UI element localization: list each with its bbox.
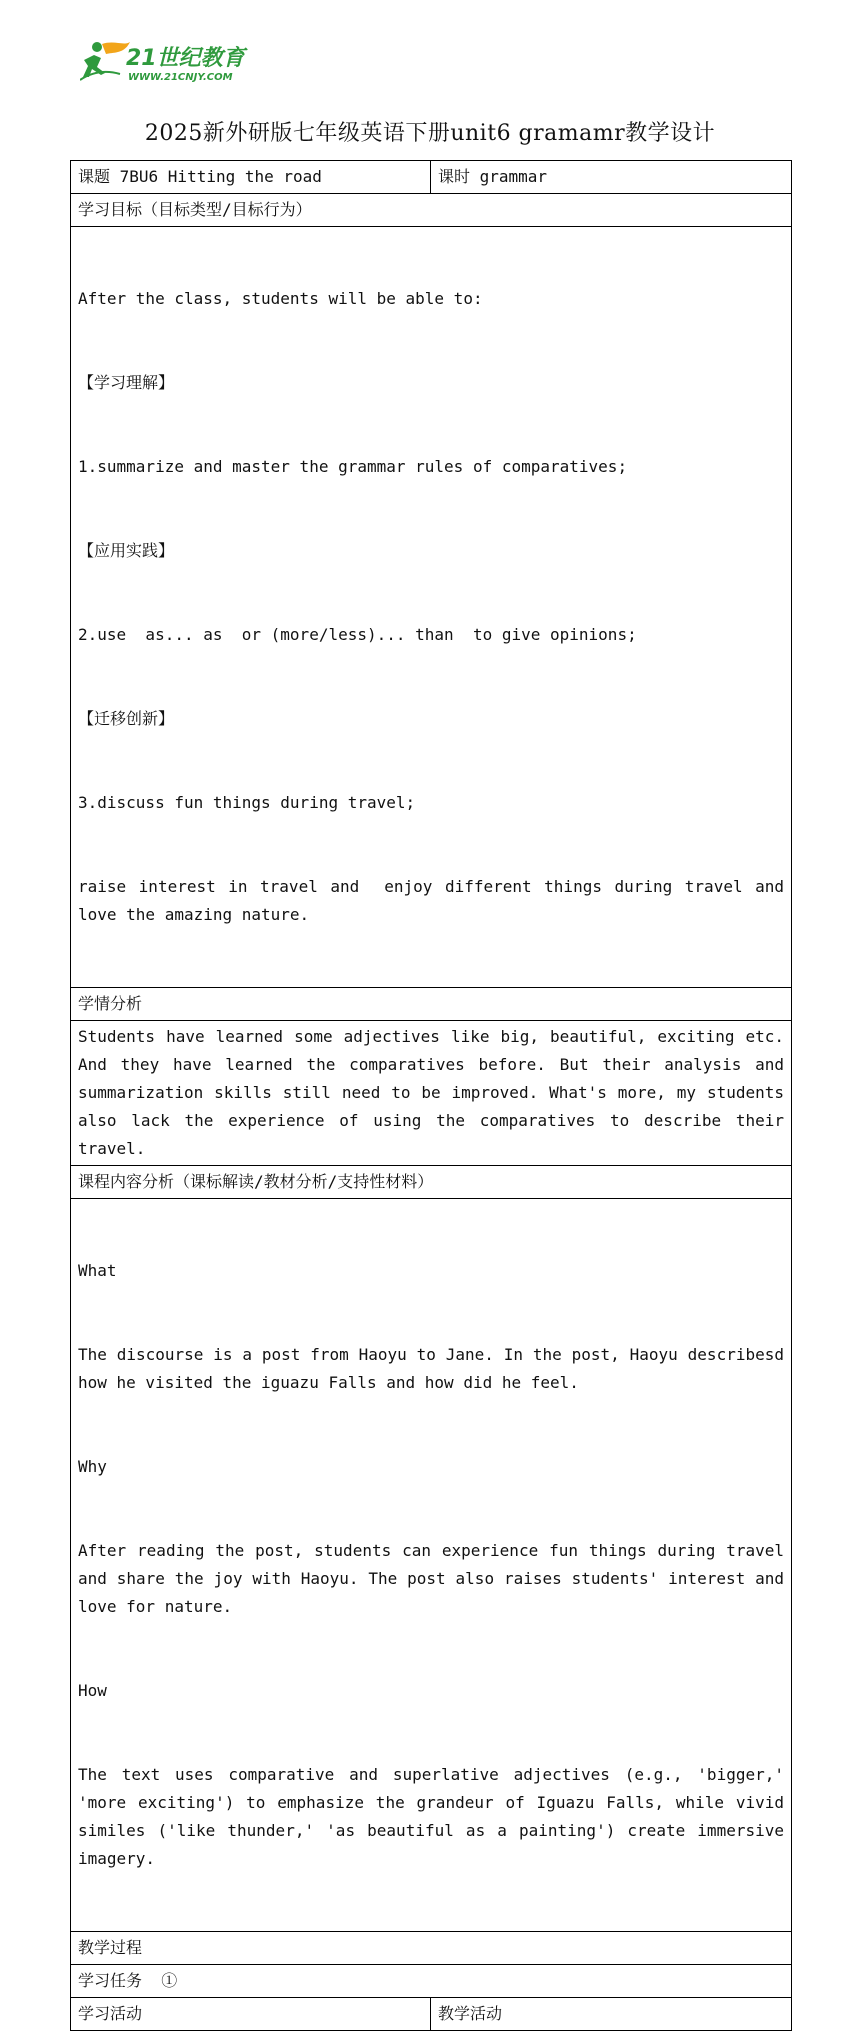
21cnjy-logo xyxy=(80,40,250,84)
learning-activity-header: 学习活动 xyxy=(71,1998,431,2031)
process-heading: 教学过程 xyxy=(71,1932,792,1965)
task-label: 学习任务 ① xyxy=(71,1965,792,1998)
objective-line: 【迁移创新】 xyxy=(78,709,175,728)
how-text: The text uses comparative and superlative adjectives (e.g., 'bigger,' 'more exciting') to emphasize the grandeur of Iguazu Falls, while vivid similes ('like thunder,' 'as beautiful as a painting') create immersive imagery. xyxy=(78,1765,794,1868)
analysis-body: Students have learned some adjectives like big, beautiful, exciting etc. And they have learned the comparatives before. But their analysis and summarization skills still need to be improved. What's more, my students also lack the experience of using the comparatives to describe their travel. xyxy=(71,1021,792,1166)
why-label: Why xyxy=(78,1457,107,1476)
task-row xyxy=(71,1965,792,1998)
objective-line: 3.discuss fun things during travel; xyxy=(78,793,416,812)
analysis-heading: 学情分析 xyxy=(71,988,792,1021)
teaching-activity-header: 教学活动 xyxy=(431,1998,792,2031)
why-text: After reading the post, students can experience fun things during travel and share the joy with Haoyu. The post also raises students' interest and love for nature. xyxy=(78,1541,794,1616)
lesson-info-row xyxy=(71,161,792,194)
process-heading-row xyxy=(71,1932,792,1965)
logo-subtext: WWW.21CNJY.COM xyxy=(128,72,233,83)
content-body xyxy=(71,1199,792,1932)
objective-line: After the class, students will be able to: xyxy=(78,289,483,308)
runner-icon xyxy=(80,42,130,80)
how-label: How xyxy=(78,1681,107,1700)
objectives-heading-row xyxy=(71,194,792,227)
lesson-period-cell: 课时 grammar xyxy=(431,161,792,194)
content-body-row xyxy=(71,1199,792,1932)
objective-line: 【应用实践】 xyxy=(78,541,175,560)
lesson-plan-table xyxy=(70,160,792,2031)
analysis-heading-row xyxy=(71,988,792,1021)
objective-line: 【学习理解】 xyxy=(78,373,175,392)
content-heading-row xyxy=(71,1166,792,1199)
what-text: The discourse is a post from Haoyu to Jane. In the post, Haoyu describesd how he visited the iguazu Falls and how did he feel. xyxy=(78,1345,794,1392)
what-label: What xyxy=(78,1261,117,1280)
document-title: 2025新外研版七年级英语下册unit6 gramamr教学设计 xyxy=(144,121,716,146)
activity-header-row xyxy=(71,1998,792,2031)
lesson-topic-cell: 课题 7BU6 Hitting the road xyxy=(71,161,431,194)
logo-text: 21世纪教育 xyxy=(126,46,245,71)
analysis-body-row xyxy=(71,1021,792,1166)
content-heading: 课程内容分析（课标解读/教材分析/支持性材料） xyxy=(71,1166,792,1199)
objectives-body xyxy=(71,227,792,988)
objective-line: raise interest in travel and enjoy different things during travel and love the amazing nature. xyxy=(78,877,794,924)
objectives-body-row xyxy=(71,227,792,988)
objective-line: 2.use as... as or (more/less)... than to give opinions; xyxy=(78,625,637,644)
objective-line: 1.summarize and master the grammar rules of comparatives; xyxy=(78,457,628,476)
objectives-heading: 学习目标（目标类型/目标行为） xyxy=(71,194,792,227)
